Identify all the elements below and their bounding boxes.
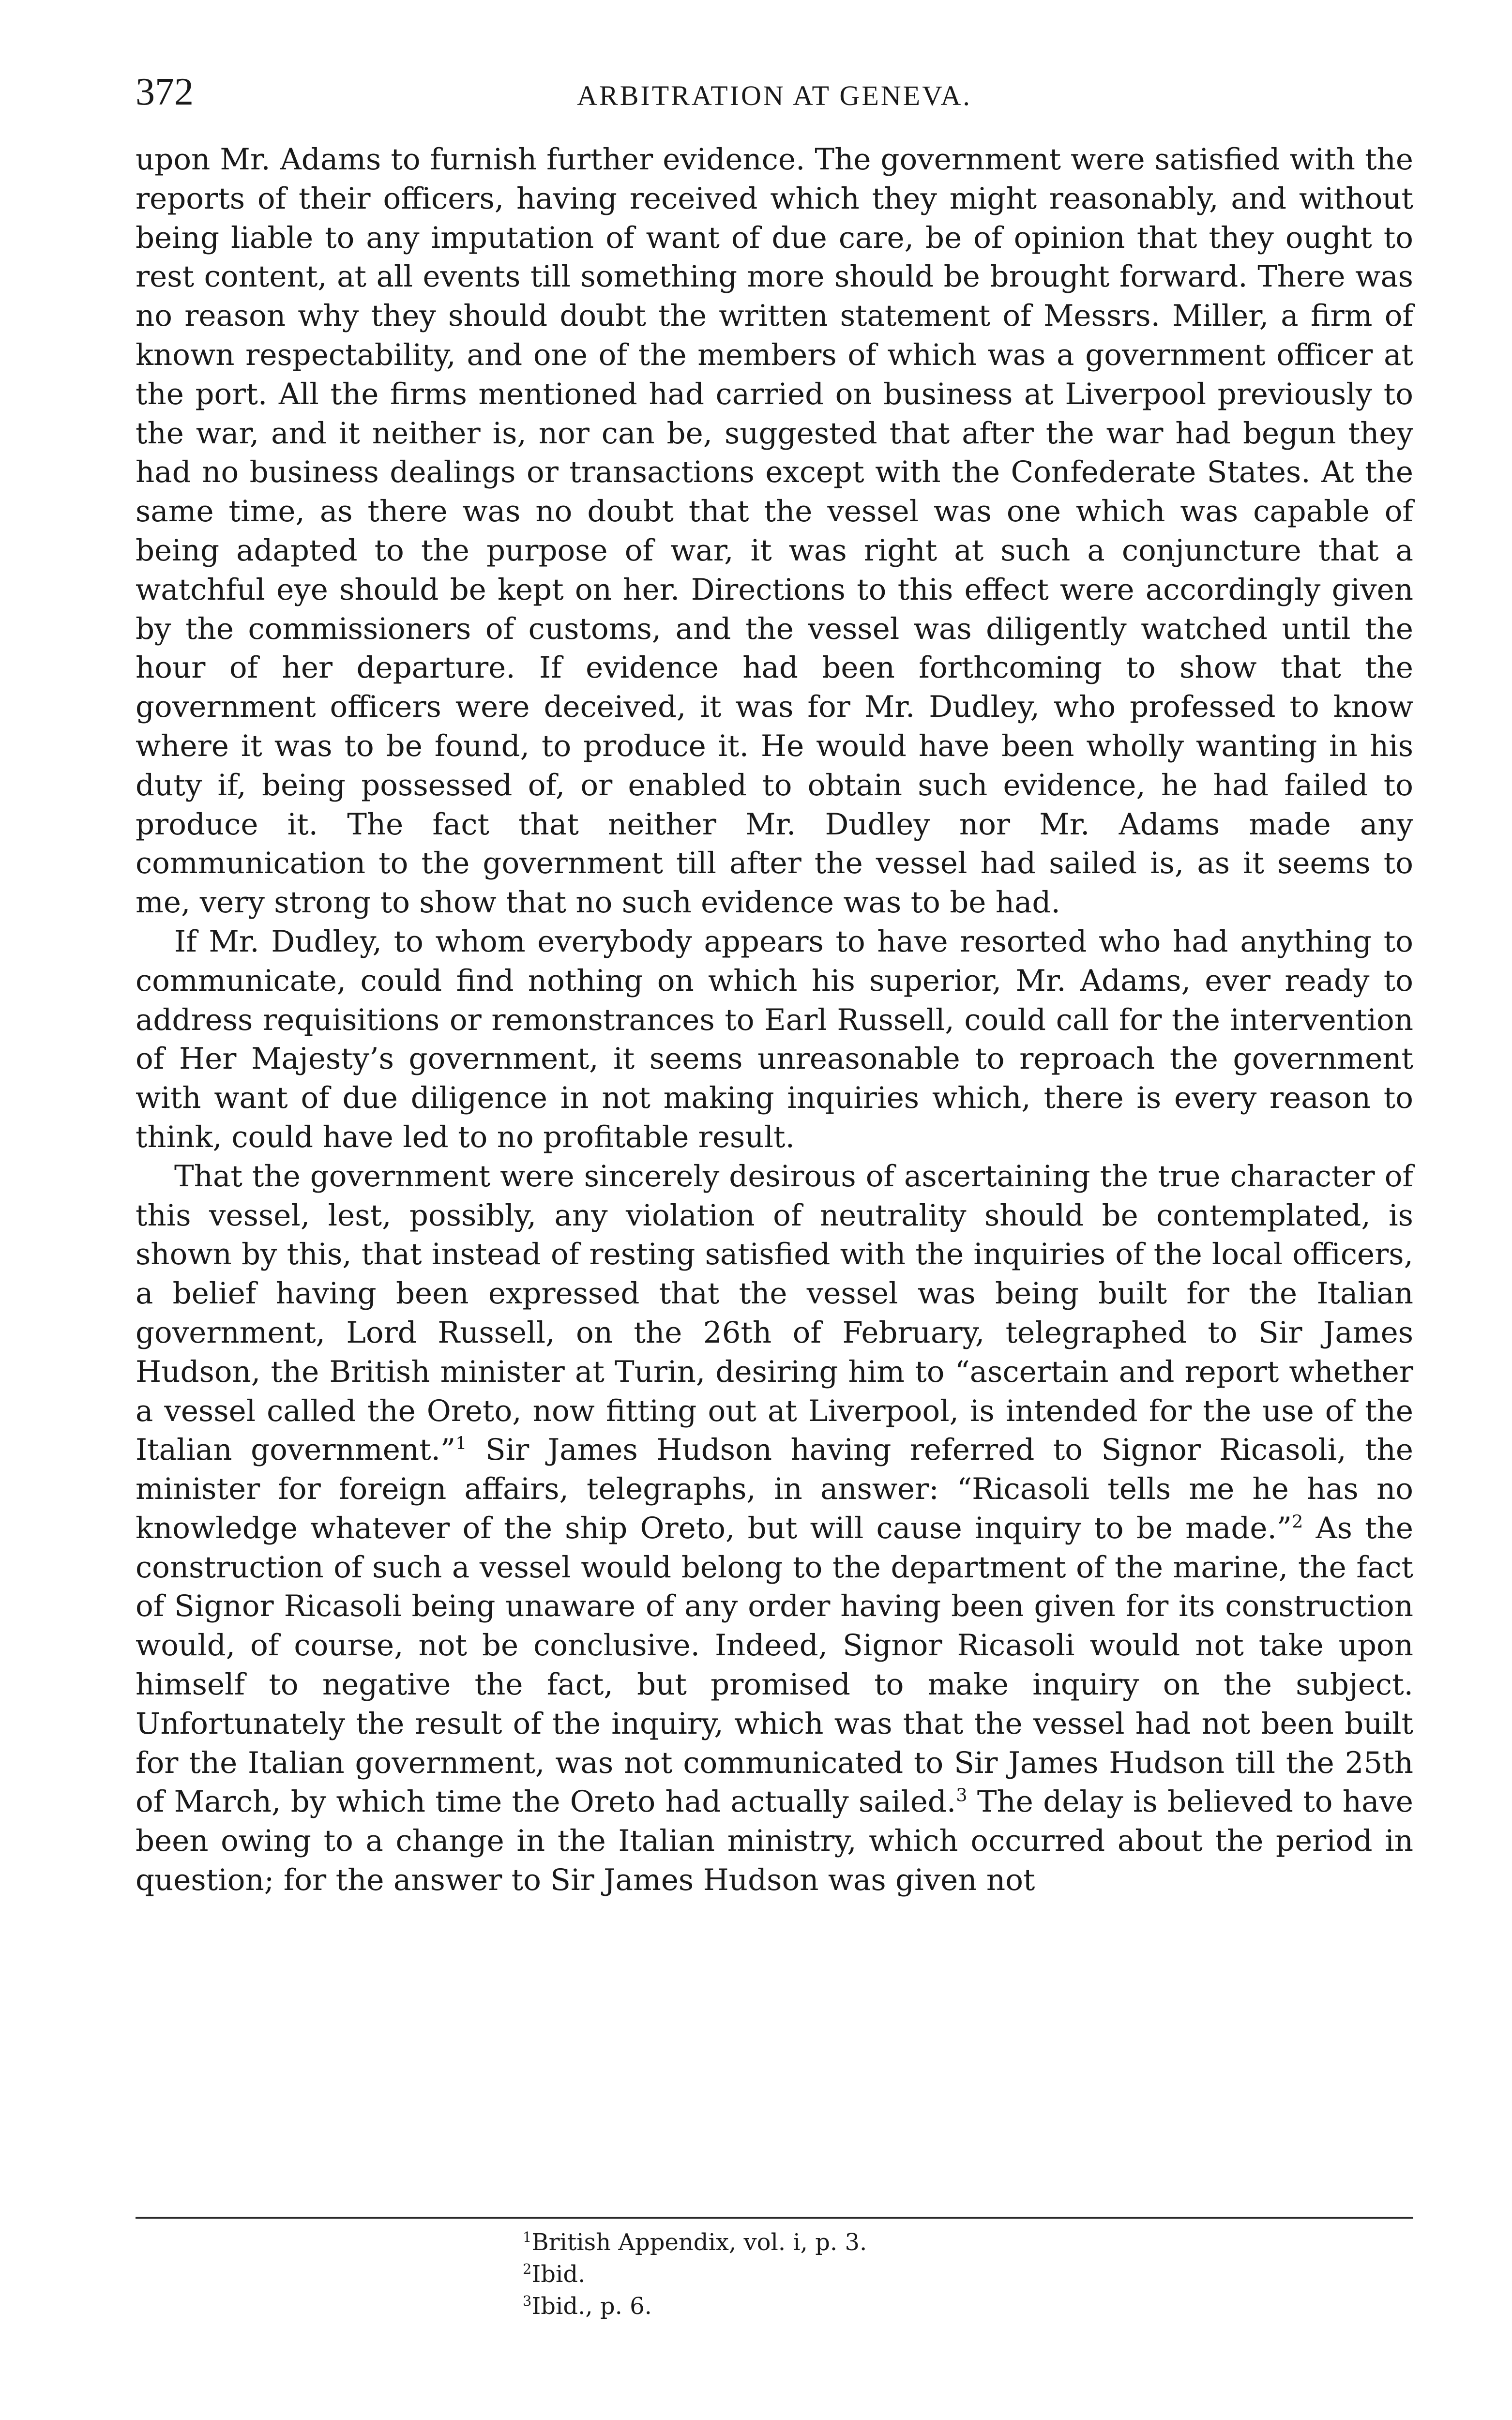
page-header (136, 68, 1413, 121)
footnote-ref-3: 3 (956, 1785, 968, 1806)
footnote-marker: 3 (523, 2293, 532, 2309)
footnote-divider (136, 2217, 1413, 2219)
footnote-text: Ibid. (531, 2261, 586, 2288)
paragraph-2-text: If Mr. Dudley, to whom everybody appears to have resorted who had anything to communicate, could find nothing on which his superior, Mr. Adams, ever ready to address requisitions or remonstrances to Earl Russell, could call for the intervention of Her Majesty’s government, it seems unreasonable to reproach the government with want of due diligence in not making inquiries which, there is every reason to think, could have led to no profitable result. (136, 924, 1413, 1154)
footnote-2 (523, 2258, 1297, 2290)
paragraph-1-text: upon Mr. Adams to furnish further evidence. The government were satisfied with the reports of their officers, having received which they might reasonably, and without being liable to any imputation of want of due care, be of opinion that they ought to rest content, at all events till something more should be brought forward. There was no reason why they should doubt the written statement of Messrs. Miller, a firm of known respectability, and one of the members of which was a government officer at the port. All the firms mentioned had carried on business at Liverpool previously to the war, and it neither is, nor can be, suggested that after the war had begun they had no business dealings or transactions except with the Confederate States. At the same time, as there was no doubt that the vessel was one which was capable of being adapted to the purpose of war, it was right at such a conjuncture that a watchful eye should be kept on her. Directions to this effect were accordingly given by the commissioners of customs, and the vessel was diligently watched until the hour of her departure. If evidence had been forthcoming to show that the government officers were deceived, it was for Mr. Dudley, who professed to know where it was to be found, to produce it. He would have been wholly wanting in his duty if, being possessed of, or enabled to obtain such evidence, he had failed to produce it. The fact that neither Mr. Dudley nor Mr. Adams made any communication to the government till after the vessel had sailed is, as it seems to me, very strong to show that no such evidence was to be had. (136, 142, 1413, 920)
paragraph-3-text-a: That the government were sincerely desirous of ascertaining the true character of this vessel, lest, possibly, any violation of neutrality should be contemplated, is shown by this, that instead of resting satisfied with the inquiries of the local officers, a belief having been expressed that the vessel was being built for the Italian government, Lord Russell, on the 26th of February, telegraphed to Sir James Hudson, the British minister at Turin, desiring him to “ascertain and report whether a vessel called the Oreto, now fitting out at Liverpool, is intended for the use of the Italian government.” (136, 1159, 1413, 1467)
footnote-1 (523, 2226, 1297, 2258)
body-text (136, 140, 1413, 1900)
footnote-ref-1: 1 (455, 1433, 467, 1454)
footnote-text: British Appendix, vol. i, p. 3. (531, 2229, 867, 2256)
paragraph-3 (136, 1157, 1413, 1900)
paragraph-3-text-b: Sir James Hudson having referred to Signor Ricasoli, the minister for foreign affairs, telegraphs, in answer: “Ricasoli tells me he has no knowledge whatever of the ship Oreto, but will cause inquiry to be made.” (136, 1433, 1414, 1545)
page-number: 372 (136, 71, 194, 113)
footnote-3 (523, 2290, 1297, 2322)
paragraph-3-text-c: As the construction of such a vessel would belong to the department of the marine, the fact of Signor Ricasoli being unaware of any order having been given for its construction would, of course, not be conclusive. Indeed, Signor Ricasoli would not take upon himself to negative the fact, but promised to make inquiry on the subject. Unfortunately the result of the inquiry, which was that the vessel had not been built for the Italian government, was not communicated to Sir James Hudson till the 25th of March, by which time the Oreto had actually sailed. (136, 1511, 1413, 1819)
paragraph-3-text-d: The delay is believed to have been owing to a change in the Italian ministry, which occurred about the period in question; for the answer to Sir James Hudson was given not (136, 1785, 1414, 1898)
footnote-text: Ibid., p. 6. (531, 2293, 652, 2320)
footnotes (523, 2226, 1297, 2322)
paragraph-1 (136, 140, 1413, 923)
paragraph-2 (136, 923, 1413, 1157)
footnote-ref-2: 2 (1292, 1511, 1303, 1532)
footnote-marker: 1 (523, 2229, 532, 2245)
footnote-marker: 2 (523, 2261, 532, 2277)
running-title: ARBITRATION AT GENEVA. (577, 80, 972, 111)
